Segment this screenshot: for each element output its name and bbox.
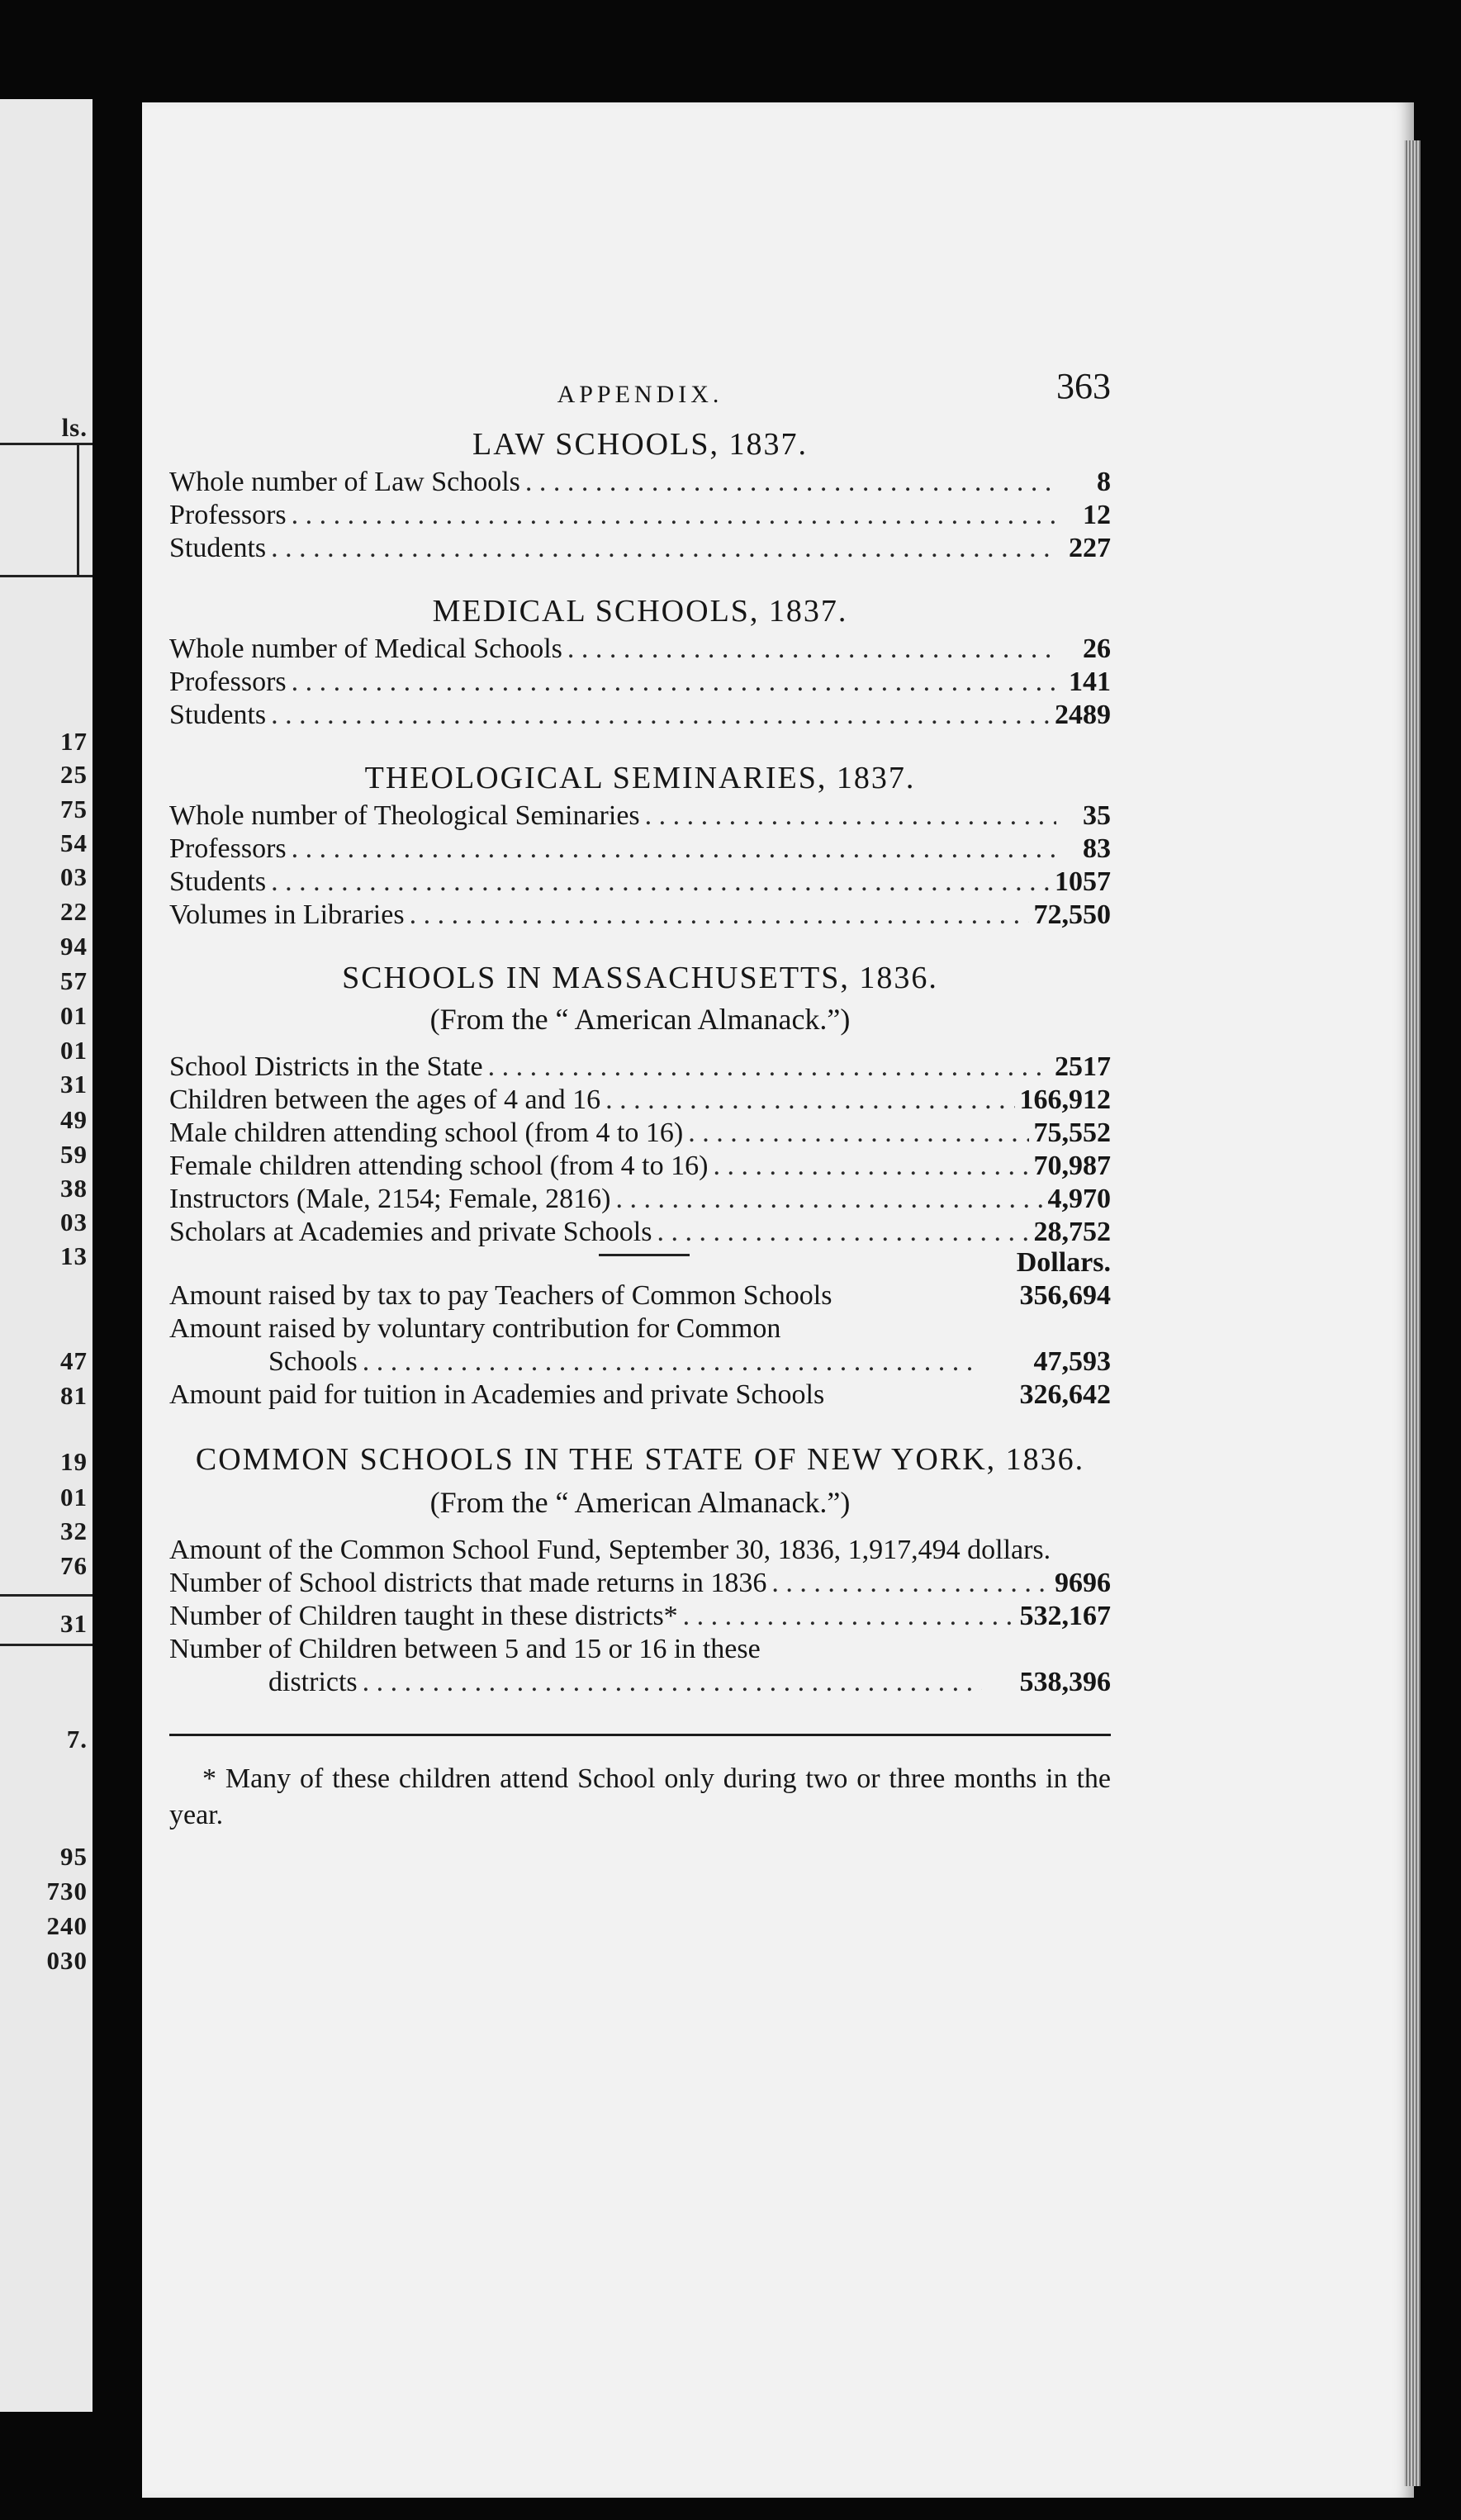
table-row (169, 1567, 1111, 1600)
row-label: Students (169, 866, 267, 897)
row-label-continuation: Schools (268, 1346, 358, 1377)
table-row (169, 1279, 1111, 1312)
new-york-schools-title: COMMON SCHOOLS IN THE STATE OF NEW YORK, 1836. (195, 1442, 1085, 1477)
running-head: APPENDIX. (557, 381, 723, 408)
facing-page-fragment-text: 01 (60, 1036, 88, 1065)
facing-page-fragment-text: 32 (60, 1516, 88, 1545)
table-row (169, 1117, 1111, 1150)
facing-page-fragment-text: 59 (60, 1140, 88, 1169)
table-row (169, 833, 1111, 866)
facing-page-fragment-text: 47 (60, 1346, 88, 1375)
table-row (169, 866, 1111, 899)
page-header (169, 363, 1111, 421)
row-label: Whole number of Theological Seminaries (169, 800, 640, 831)
row-value: 83 (1083, 833, 1111, 864)
page-edge (1404, 140, 1421, 2486)
row-value: 75,552 (1033, 1118, 1111, 1148)
facing-page-fragment (0, 99, 92, 2412)
row-label: Children between the ages of 4 and 16 (169, 1084, 601, 1115)
page-text (169, 363, 1111, 1834)
table-row (169, 1183, 1111, 1216)
dollars-column-head: Dollars. (1016, 1247, 1111, 1278)
table-row (169, 466, 1111, 499)
table-row (169, 1051, 1111, 1084)
facing-page-fragment-text: 17 (60, 727, 88, 756)
row-value: 28,752 (1033, 1217, 1111, 1247)
table-row (169, 666, 1111, 699)
facing-page-fragment-text: 81 (60, 1381, 88, 1410)
row-value: 326,642 (1019, 1379, 1111, 1410)
facing-page-fragment-text: 13 (60, 1241, 88, 1270)
row-value: 532,167 (1019, 1601, 1111, 1631)
row-label: Whole number of Medical Schools (169, 634, 562, 664)
medical-schools-title: MEDICAL SCHOOLS, 1837. (432, 594, 848, 629)
theological-seminaries-table (169, 800, 1111, 932)
facing-page-fragment-text: 730 (46, 1877, 88, 1905)
row-label: Instructors (Male, 2154; Female, 2816) (169, 1184, 611, 1214)
facing-page-fragment-text: 31 (60, 1070, 88, 1099)
row-value: 2517 (1055, 1051, 1111, 1082)
table-row (169, 1150, 1111, 1183)
table-row (169, 1084, 1111, 1117)
row-label: Number of Children between 5 and 15 or 16 in these (169, 1634, 761, 1664)
table-row (169, 1312, 1111, 1379)
row-label: Professors (169, 667, 287, 697)
table-row (169, 1379, 1111, 1412)
row-value: 35 (1083, 800, 1111, 831)
law-schools-table (169, 466, 1111, 565)
facing-page-fragment-text: 76 (60, 1551, 88, 1580)
row-value: 12 (1083, 500, 1111, 530)
facing-page-fragment-text: 94 (60, 932, 88, 961)
row-value: 9696 (1055, 1568, 1111, 1598)
new-york-source: (From the “ American Almanack.”) (429, 1486, 851, 1519)
row-value: 356,694 (1019, 1280, 1111, 1311)
row-label: Amount paid for tuition in Academies and private Schools (169, 1379, 825, 1410)
facing-page-rule (0, 1644, 92, 1646)
row-label: Professors (169, 833, 287, 864)
medical-schools-table (169, 633, 1111, 732)
massachusetts-schools-title: SCHOOLS IN MASSACHUSETTS, 1836. (342, 961, 938, 995)
facing-page-fragment-text: 240 (46, 1911, 88, 1940)
table-row (169, 499, 1111, 532)
massachusetts-source: (From the “ American Almanack.”) (429, 1003, 851, 1036)
table-row (169, 1216, 1111, 1249)
facing-page-fragment-text: 25 (60, 760, 88, 789)
facing-page-fragment-text: 03 (60, 862, 88, 891)
row-value: 1057 (1055, 866, 1111, 897)
row-value: 4,970 (1047, 1184, 1111, 1214)
facing-page-fragment-text: 01 (60, 1001, 88, 1030)
footnote: * Many of these children attend School only during two or three months in the year. (169, 1763, 1111, 1830)
table-row (169, 899, 1111, 932)
facing-page-fragment-text: 38 (60, 1174, 88, 1203)
table-row (169, 1633, 1111, 1699)
table-row (169, 1600, 1111, 1633)
table-row (169, 532, 1111, 565)
row-label: Whole number of Law Schools (169, 467, 520, 497)
row-label: Number of School districts that made returns in 1836 (169, 1568, 767, 1598)
row-value: 72,550 (1033, 899, 1111, 930)
row-label: Volumes in Libraries (169, 899, 405, 930)
row-label: Amount raised by voluntary contribution for Common (169, 1313, 781, 1344)
row-value: 227 (1069, 533, 1111, 563)
facing-page-fragment-text: 7. (66, 1725, 88, 1754)
facing-page-rule (77, 443, 79, 575)
row-value: 70,987 (1033, 1151, 1111, 1181)
theological-seminaries-title: THEOLOGICAL SEMINARIES, 1837. (364, 761, 916, 795)
row-value: 538,396 (1019, 1667, 1111, 1697)
new-york-table (169, 1534, 1111, 1699)
facing-page-fragment-text: 49 (60, 1105, 88, 1134)
row-label: Scholars at Academies and private Schools (169, 1217, 652, 1247)
table-row (169, 800, 1111, 833)
page-number: 363 (1056, 366, 1111, 406)
row-value: 8 (1097, 467, 1111, 497)
row-label: Students (169, 533, 267, 563)
school-fund-paragraph: Amount of the Common School Fund, September 30, 1836, 1,917,494 dollars. (169, 1535, 1051, 1565)
row-label: Number of Children taught in these districts* (169, 1601, 678, 1631)
row-label: School Districts in the State (169, 1051, 483, 1082)
facing-page-fragment-text: 030 (46, 1946, 88, 1975)
facing-page-fragment-text: ls. (61, 413, 88, 442)
row-label-continuation: districts (268, 1667, 358, 1697)
facing-page-fragment-text: 03 (60, 1208, 88, 1236)
facing-page-fragment-text: 22 (60, 897, 88, 926)
facing-page-fragment-text: 95 (60, 1842, 88, 1871)
facing-page-rule (0, 575, 92, 577)
row-label: Male children attending school (from 4 to 16) (169, 1118, 684, 1148)
facing-page-fragment-text: 19 (60, 1447, 88, 1476)
facing-page-fragment-text: 75 (60, 795, 88, 823)
row-label: Female children attending school (from 4 to 16) (169, 1151, 709, 1181)
row-value: 2489 (1055, 700, 1111, 730)
table-row (169, 633, 1111, 666)
facing-page-fragment-text: 01 (60, 1483, 88, 1512)
massachusetts-table (169, 1051, 1111, 1412)
table-row (169, 699, 1111, 732)
facing-page-rule (0, 1594, 92, 1597)
row-label: Professors (169, 500, 287, 530)
row-value: 166,912 (1019, 1084, 1111, 1115)
row-value: 47,593 (1033, 1346, 1111, 1377)
row-label: Amount raised by tax to pay Teachers of Common Schools (169, 1280, 832, 1311)
facing-page-fragment-text: 57 (60, 966, 88, 995)
facing-page-fragment-text: 31 (60, 1609, 88, 1638)
footnote-divider (169, 1734, 1111, 1736)
facing-page-fragment-text: 54 (60, 828, 88, 857)
row-value: 26 (1083, 634, 1111, 664)
row-value: 141 (1069, 667, 1111, 697)
row-label: Students (169, 700, 267, 730)
law-schools-title: LAW SCHOOLS, 1837. (472, 427, 808, 462)
